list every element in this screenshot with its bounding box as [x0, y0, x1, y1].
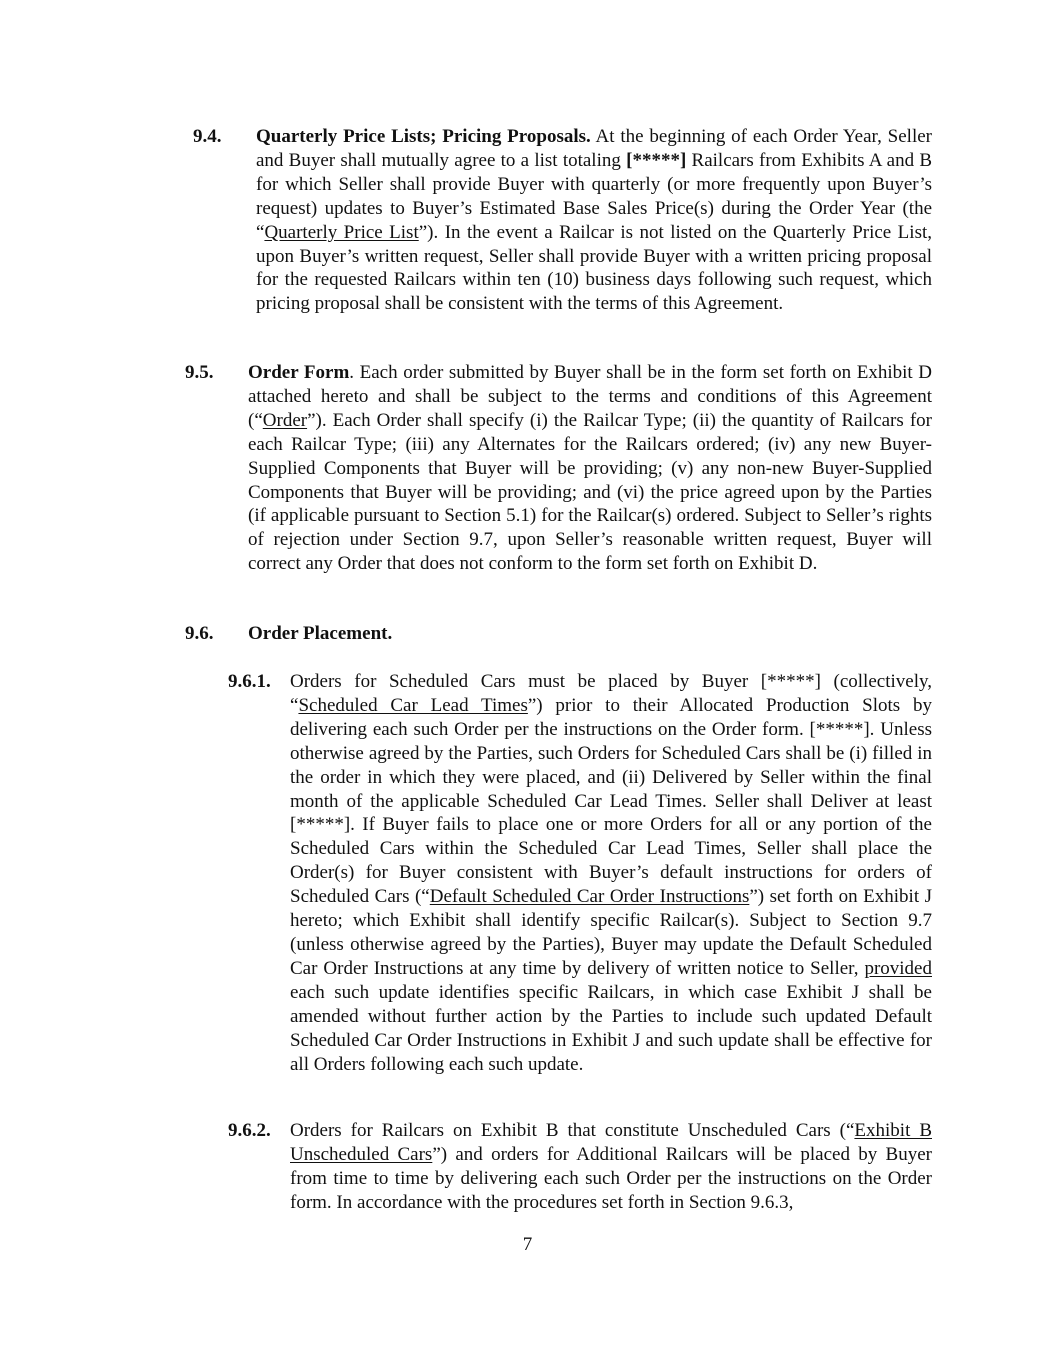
page-number: 7	[522, 1234, 533, 1255]
section-9-4-number: 9.4.	[193, 126, 222, 147]
section-9-6-heading: Order Placement.	[248, 623, 393, 644]
section-9-6-1-number: 9.6.1.	[228, 671, 271, 692]
term-provided: provided	[864, 957, 932, 979]
section-9-6-2-body	[290, 1119, 932, 1215]
section-9-5-text-2: ”). Each Order shall specify (i) the Railcar Type; (ii) the quantity of Railcars for each Railcar Type; (iii) any Alternates for the Railcars ordered; (iv) any new Buyer-Supplied Components that Buyer will be providing; (v) any non-new Buyer-Supplied Components that Buyer will be providing; and (vi) the price agreed upon by the Parties (if applicable pursuant to Section 5.1) for the Railcar(s) ordered. Subject to Seller’s rights of rejection under Section 9.7, upon Seller’s reasonable written request, Buyer will correct any Order that does not conform to the form set forth on Exhibit D.	[248, 409, 932, 575]
section-9-5-heading: Order Form	[248, 362, 350, 383]
section-9-4-text-3: ”). In the event a Railcar is not listed on the Quarterly Price List, upon Buyer’s written request, Seller shall provide Buyer with a written pricing proposal for the requested Railcars within ten (10) business days following such request, which pricing proposal shall be consistent with the terms of this Agreement.	[256, 221, 932, 315]
defined-term-scheduled-car-lead-times: Scheduled Car Lead Times	[298, 694, 528, 716]
section-9-4-text-1: At the beginning of each Order Year, Seller and Buyer shall mutually agree to a list totaling	[256, 126, 932, 171]
section-9-5-number: 9.5.	[185, 362, 214, 383]
section-9-4-redaction: [*****]	[626, 149, 687, 171]
section-9-6-2-text-1: Orders for Railcars on Exhibit B that constitute Unscheduled Cars (“	[290, 1120, 855, 1141]
defined-term-exhibit-b-unscheduled-cars: Exhibit B Unscheduled Cars	[290, 1120, 932, 1165]
section-9-4-text-2: Railcars from Exhibits A and B for which Seller shall provide Buyer with quarterly (or more frequently upon Buyer’s request) updates to Buyer’s Estimated Base Sales Price(s) during the Order Year (the “	[256, 149, 932, 243]
section-9-6-1-text-3: ”) set forth on Exhibit J hereto; which Exhibit shall identify specific Railcar(s). Subject to Section 9.7 (unless otherwise agreed by the Parties), Buyer may update the Default Scheduled Car Order Instructions at any time by delivery of written notice to Seller,	[290, 886, 933, 979]
section-9-6-2-number: 9.6.2.	[228, 1120, 271, 1141]
section-9-6-1-text-2: ”) prior to their Allocated Production Slots by delivering each such Order per the instructions on the Order form. [*****]. Unless otherwise agreed by the Parties, such Orders for Scheduled Cars shall be (i) filled in the order in which they were placed, and (ii) Delivered by Seller within the final month of the applicable Scheduled Car Lead Times. Seller shall Deliver at least [*****]. If Buyer fails to place one or more Orders for all or any portion of the Scheduled Cars within the Scheduled Car Lead Times, Seller shall place the Order(s) for Buyer consistent with Buyer’s default instructions for orders of Scheduled Cars (“	[290, 694, 932, 908]
defined-term-default-scheduled-car-order-instructions: Default Scheduled Car Order Instructions	[429, 886, 750, 908]
section-9-4-body	[256, 125, 932, 316]
section-9-5-text-1: . Each order submitted by Buyer shall be in the form set forth on Exhibit D attached hereto and shall be subject to the terms and conditions of this Agreement (“	[248, 362, 932, 431]
defined-term-order: Order	[262, 409, 308, 431]
section-9-4-heading: Quarterly Price Lists; Pricing Proposals.	[256, 126, 591, 147]
section-9-6-1-text-4: each such update identifies specific Railcars, in which case Exhibit J shall be amended without further action by the Parties to include such updated Default Scheduled Car Order Instructions in Exhibit J and such update shall be effective for all Orders following each such update.	[290, 981, 932, 1075]
section-9-6-number: 9.6.	[185, 623, 214, 644]
section-9-6-2-text-2: ”) and orders for Additional Railcars will be placed by Buyer from time to time by delivering each such Order per the instructions on the Order form. In accordance with the procedures set forth in Section 9.6.3,	[290, 1143, 932, 1213]
section-9-6-1-body	[290, 670, 932, 1076]
section-9-5-body	[248, 361, 932, 576]
defined-term-quarterly-price-list: Quarterly Price List	[264, 221, 419, 243]
section-9-6-1-text-1: Orders for Scheduled Cars must be placed by Buyer [*****] (collectively, “	[290, 671, 932, 716]
